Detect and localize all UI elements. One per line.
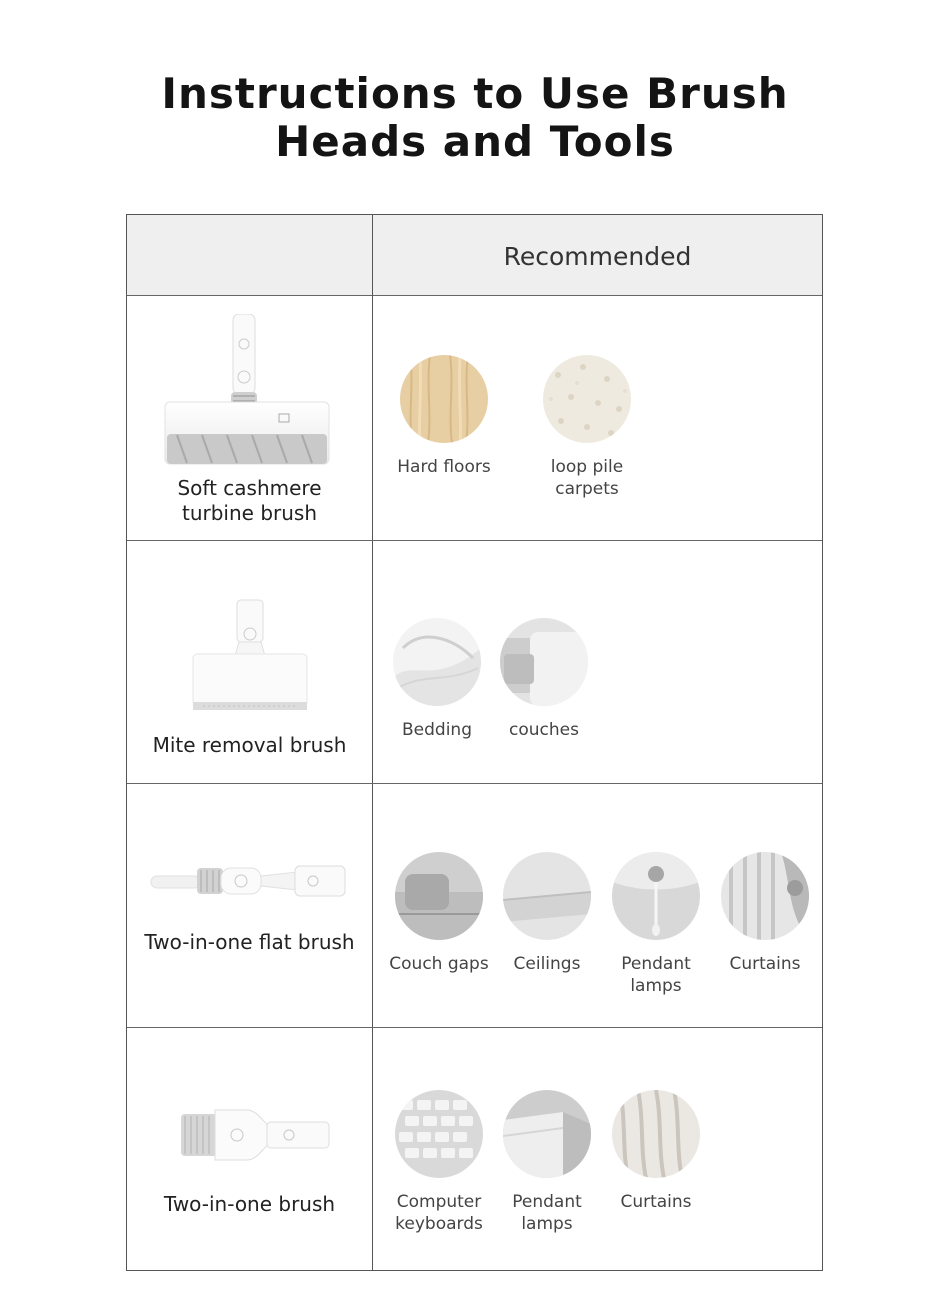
table-row	[127, 296, 822, 541]
turbine-brush-icon	[147, 314, 352, 469]
recommended-item	[382, 618, 492, 741]
recommended-label: Pendant lamps	[621, 954, 691, 996]
recommended-item	[601, 1090, 711, 1213]
hard-floor-icon	[400, 355, 488, 443]
recommended-label: Bedding	[402, 720, 472, 740]
recommended-label: Pendant lamps	[512, 1192, 582, 1234]
couch-gap-icon	[395, 852, 483, 940]
recommended-item	[384, 1090, 494, 1235]
recommended-label: Hard floors	[397, 457, 491, 477]
table-row	[127, 784, 822, 1028]
bedding-icon	[393, 618, 481, 706]
tool-name: Two-in-one flat brush	[144, 930, 355, 954]
keyboard-icon	[395, 1090, 483, 1178]
pendant-lamp-icon	[612, 852, 700, 940]
recommended-item	[710, 852, 820, 975]
tool-cell	[127, 296, 372, 540]
brush-usage-table	[126, 214, 823, 1271]
tool-name: Two-in-one brush	[163, 1192, 336, 1216]
tool-cell	[127, 541, 372, 783]
flat-brush-icon	[147, 854, 352, 914]
tool-name: Soft cashmere turbine brush	[177, 476, 322, 525]
pendant-lamp-icon	[503, 1090, 591, 1178]
recommended-item	[492, 852, 602, 975]
recommended-label: Couch gaps	[389, 954, 489, 974]
couch-icon	[500, 618, 588, 706]
recommended-label: couches	[509, 720, 579, 740]
recommended-item	[492, 1090, 602, 1235]
table-row	[127, 1028, 822, 1270]
page-title	[0, 70, 950, 166]
recommended-item	[384, 852, 494, 975]
tool-cell	[127, 784, 372, 1027]
page-title-line-2: Heads and Tools	[275, 117, 675, 166]
tool-cell	[127, 1028, 372, 1270]
mite-brush-icon	[147, 596, 352, 721]
recommended-label: Curtains	[620, 1192, 692, 1212]
recommended-item	[389, 355, 499, 478]
recommended-label: Computer keyboards	[395, 1192, 483, 1234]
recommended-label: loop pile carpets	[550, 457, 624, 499]
recommended-column-header: Recommended	[503, 242, 692, 271]
recommended-item	[601, 852, 711, 997]
two-in-one-brush-icon	[147, 1100, 352, 1170]
curtain-icon	[612, 1090, 700, 1178]
ceiling-icon	[503, 852, 591, 940]
carpet-icon	[543, 355, 631, 443]
tool-name: Mite removal brush	[152, 733, 347, 757]
recommended-label: Curtains	[729, 954, 801, 974]
table-row	[127, 541, 822, 784]
page-title-line-1: Instructions to Use Brush	[161, 69, 789, 118]
recommended-item	[517, 355, 657, 500]
recommended-label: Ceilings	[513, 954, 581, 974]
recommended-item	[489, 618, 599, 741]
curtain-icon	[721, 852, 809, 940]
